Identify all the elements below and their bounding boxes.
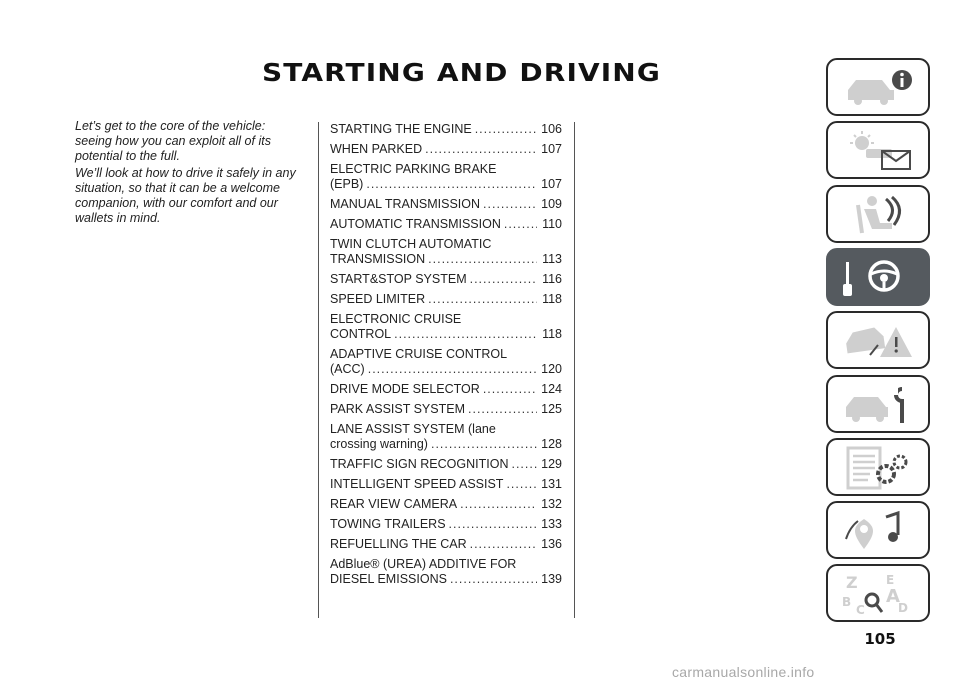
toc-entry[interactable] [330, 557, 562, 587]
dot-leader [428, 292, 537, 307]
svg-text:A: A [886, 586, 900, 607]
toc-entry-title: ADAPTIVE CRUISE CONTROL [330, 347, 508, 361]
toc-entry-title: crossing warning) [330, 437, 428, 451]
dot-leader [506, 477, 537, 492]
toc-entry[interactable] [330, 537, 562, 552]
lights-message-icon [842, 129, 918, 173]
toc-entry-title: REAR VIEW CAMERA [330, 497, 458, 511]
toc-page-number: 118 [542, 292, 562, 306]
toc-entry[interactable] [330, 422, 562, 452]
svg-text:B: B [842, 595, 852, 609]
toc-entry[interactable] [330, 382, 562, 397]
toc-entry[interactable] [330, 217, 562, 232]
dot-leader [470, 272, 537, 287]
dot-leader [449, 517, 537, 532]
toc-entry[interactable] [330, 517, 562, 532]
toc-entry[interactable] [330, 402, 562, 417]
dot-leader [468, 402, 537, 417]
tab-key-steering-wheel[interactable] [826, 248, 930, 306]
intro-paragraph: We’ll look at how to drive it safely in any situation, so that it can be a welcome companion, with our comfort and our wallets in mind. [75, 166, 296, 225]
dot-leader [483, 197, 537, 212]
toc-entry[interactable] [330, 197, 562, 212]
tab-lights-message[interactable] [826, 121, 930, 179]
dot-leader [431, 437, 537, 452]
navigation-music-icon [842, 509, 918, 553]
dot-leader [504, 217, 537, 232]
dot-leader [450, 572, 537, 587]
toc-page-number: 107 [541, 177, 562, 191]
tab-alphabet-index[interactable] [826, 564, 930, 622]
toc-entry-title: ELECTRONIC CRUISE [330, 312, 462, 326]
table-of-contents [330, 122, 562, 592]
toc-entry-title: WHEN PARKED [330, 142, 423, 156]
tab-car-warning[interactable] [826, 311, 930, 369]
dot-leader [470, 537, 537, 552]
toc-entry[interactable] [330, 237, 562, 267]
car-info-icon [842, 66, 918, 110]
toc-page-number: 131 [541, 477, 562, 491]
toc-entry-title: (EPB) [330, 177, 364, 191]
column-divider [574, 122, 575, 618]
toc-entry-title: CONTROL [330, 327, 392, 341]
toc-page-number: 132 [541, 497, 562, 511]
dot-leader [475, 122, 537, 137]
toc-page-number: 129 [541, 457, 562, 471]
toc-page-number: 118 [542, 327, 562, 341]
svg-text:E: E [886, 573, 895, 587]
tab-car-wrench[interactable] [826, 375, 930, 433]
toc-entry-title: SPEED LIMITER [330, 292, 426, 306]
toc-entry[interactable] [330, 122, 562, 137]
svg-text:D: D [898, 601, 908, 615]
toc-page-number: 120 [541, 362, 562, 376]
toc-entry[interactable] [330, 457, 562, 472]
toc-entry-title: TRAFFIC SIGN RECOGNITION [330, 457, 509, 471]
alphabet-index-icon [842, 572, 918, 616]
car-warning-triangle-icon [842, 319, 918, 363]
toc-page-number: 110 [542, 217, 562, 231]
page-title: STARTING AND DRIVING [262, 58, 661, 87]
toc-entry-title: PARK ASSIST SYSTEM [330, 402, 465, 416]
watermark: carmanualsonline.info [672, 664, 815, 680]
toc-entry[interactable] [330, 142, 562, 157]
toc-entry-title: STARTING THE ENGINE [330, 122, 472, 136]
document-gear-icon [842, 446, 918, 490]
key-steering-wheel-icon [842, 256, 918, 300]
intro-text [75, 119, 305, 228]
toc-entry[interactable] [330, 477, 562, 492]
dot-leader [511, 457, 537, 472]
toc-entry[interactable] [330, 497, 562, 512]
dot-leader [460, 497, 537, 512]
toc-entry[interactable] [330, 292, 562, 307]
page-number: 105 [864, 630, 896, 648]
toc-page-number: 125 [541, 402, 562, 416]
toc-entry-title: AdBlue® (UREA) ADDITIVE FOR [330, 557, 517, 571]
toc-entry-title: MANUAL TRANSMISSION [330, 197, 481, 211]
toc-entry-title: TOWING TRAILERS [330, 517, 446, 531]
toc-page-number: 116 [542, 272, 562, 286]
dot-leader [425, 142, 537, 157]
toc-entry-title: DRIVE MODE SELECTOR [330, 382, 480, 396]
svg-text:Z: Z [846, 573, 858, 592]
toc-entry[interactable] [330, 162, 562, 192]
car-wrench-icon [842, 383, 918, 427]
toc-entry-title: DIESEL EMISSIONS [330, 572, 447, 586]
toc-entry-title: START&STOP SYSTEM [330, 272, 467, 286]
toc-page-number: 107 [541, 142, 562, 156]
svg-text:C: C [856, 603, 865, 616]
toc-entry-title: INTELLIGENT SPEED ASSIST [330, 477, 504, 491]
toc-entry-title: AUTOMATIC TRANSMISSION [330, 217, 501, 231]
toc-page-number: 136 [541, 537, 562, 551]
toc-page-number: 113 [542, 252, 562, 266]
toc-page-number: 124 [541, 382, 562, 396]
intro-paragraph: Let’s get to the core of the vehicle: seeing how you can exploit all of its potential to the full. [75, 119, 271, 163]
toc-entry-title: REFUELLING THE CAR [330, 537, 467, 551]
toc-page-number: 139 [541, 572, 562, 586]
dot-leader [483, 382, 537, 397]
column-divider [318, 122, 319, 618]
dot-leader [428, 252, 537, 267]
toc-page-number: 128 [541, 437, 562, 451]
toc-entry-title: ELECTRIC PARKING BRAKE [330, 162, 497, 176]
toc-page-number: 109 [541, 197, 562, 211]
toc-page-number: 106 [541, 122, 562, 136]
tab-document-gear[interactable] [826, 438, 930, 496]
toc-entry-title: TRANSMISSION [330, 252, 426, 266]
toc-entry[interactable] [330, 347, 562, 377]
toc-entry-title: LANE ASSIST SYSTEM (lane [330, 422, 496, 436]
toc-entry-title: (ACC) [330, 362, 365, 376]
dot-leader [366, 177, 537, 192]
toc-entry[interactable] [330, 272, 562, 287]
seat-airbag-icon [842, 193, 918, 237]
dot-leader [368, 362, 537, 377]
tab-car-info[interactable] [826, 58, 930, 116]
toc-entry[interactable] [330, 312, 562, 342]
toc-entry-title: TWIN CLUTCH AUTOMATIC [330, 237, 492, 251]
tab-navigation-music[interactable] [826, 501, 930, 559]
tab-seat-airbag[interactable] [826, 185, 930, 243]
dot-leader [394, 327, 537, 342]
toc-page-number: 133 [541, 517, 562, 531]
